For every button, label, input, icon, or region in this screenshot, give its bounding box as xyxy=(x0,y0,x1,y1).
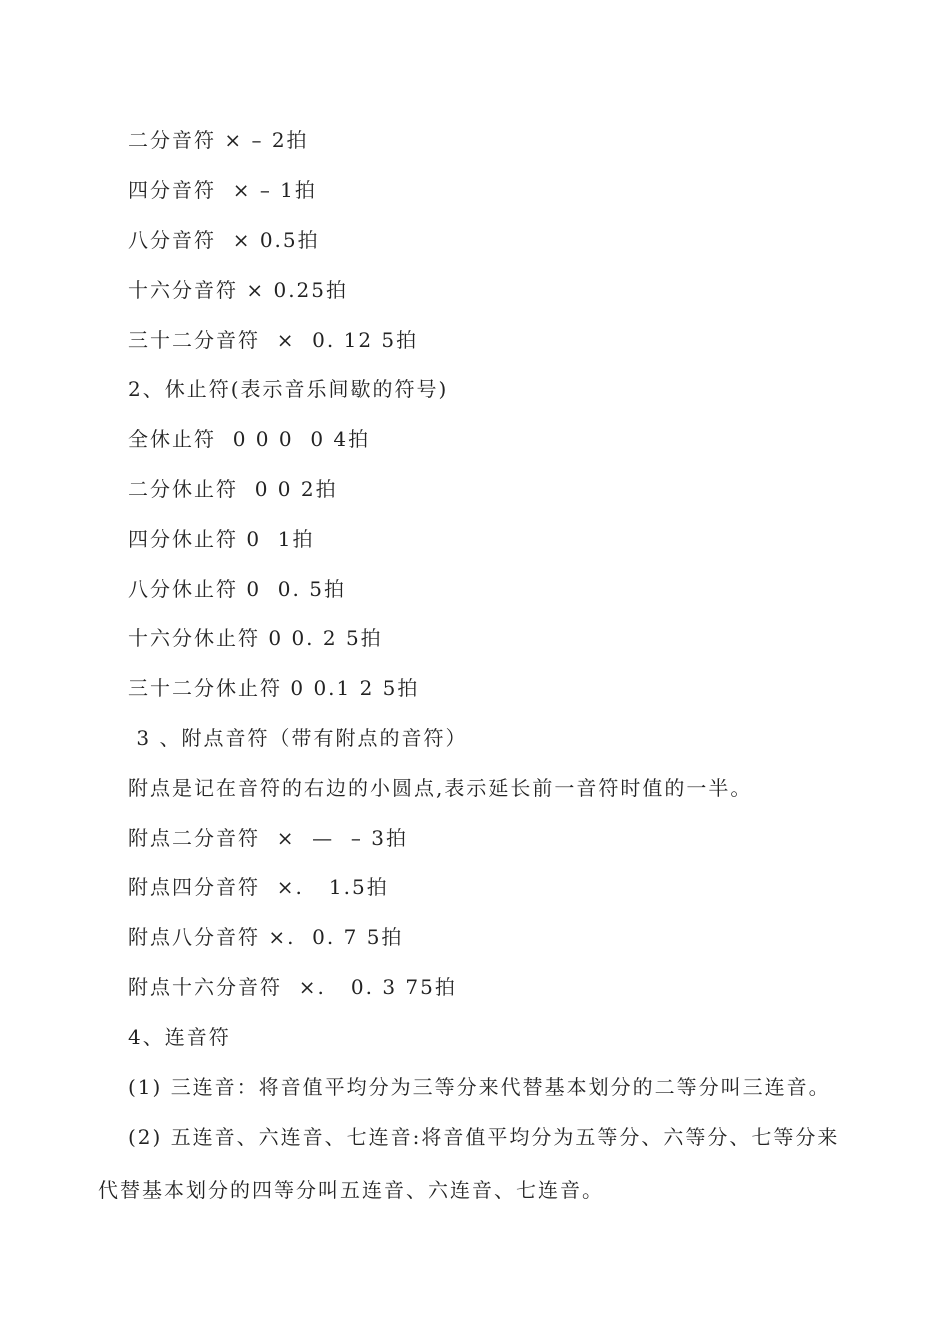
text-line: 二分音符 × – 2拍 xyxy=(128,128,309,152)
text-line: 附点十六分音符 ×. 0. 3 75拍 xyxy=(128,975,457,999)
text-line: 二分休止符 0 0 2拍 xyxy=(128,477,338,501)
text-line: 四分音符 × – 1拍 xyxy=(128,178,317,202)
text-line: 十六分音符 × 0.25拍 xyxy=(128,278,349,302)
text-line: 十六分休止符 0 0. 2 5拍 xyxy=(128,626,383,650)
text-line: 附点是记在音符的右边的小圆点,表示延长前一音符时值的一半。 xyxy=(128,776,753,800)
text-line: 八分音符 × 0.5拍 xyxy=(128,228,320,252)
text-line: 附点四分音符 ×. 1.5拍 xyxy=(128,875,389,899)
text-line: 四分休止符 0 1拍 xyxy=(128,527,315,551)
text-line: 附点八分音符 ×. 0. 7 5拍 xyxy=(128,925,404,949)
text-line: 代替基本划分的四等分叫五连音、六连音、七连音。 xyxy=(98,1178,604,1202)
text-line: (1) 三连音：将音值平均分为三等分来代替基本划分的二等分叫三连音。 xyxy=(128,1075,831,1099)
text-line: 全休止符 0 0 0 0 4拍 xyxy=(128,427,371,451)
text-line: 八分休止符 0 0. 5拍 xyxy=(128,577,346,601)
section-heading: 3 、附点音符（带有附点的音符） xyxy=(128,726,468,750)
text-line: (2) 五连音、六连音、七连音:将音值平均分为五等分、六等分、七等分来 xyxy=(128,1125,840,1149)
section-heading: 2、休止符(表示音乐间歇的符号) xyxy=(128,377,449,401)
text-line: 三十二分休止符 0 0.1 2 5拍 xyxy=(128,676,420,700)
section-heading: 4、连音符 xyxy=(128,1025,231,1049)
text-line: 附点二分音符 × — – 3拍 xyxy=(128,826,408,850)
text-line: 三十二分音符 × 0. 12 5拍 xyxy=(128,328,419,352)
